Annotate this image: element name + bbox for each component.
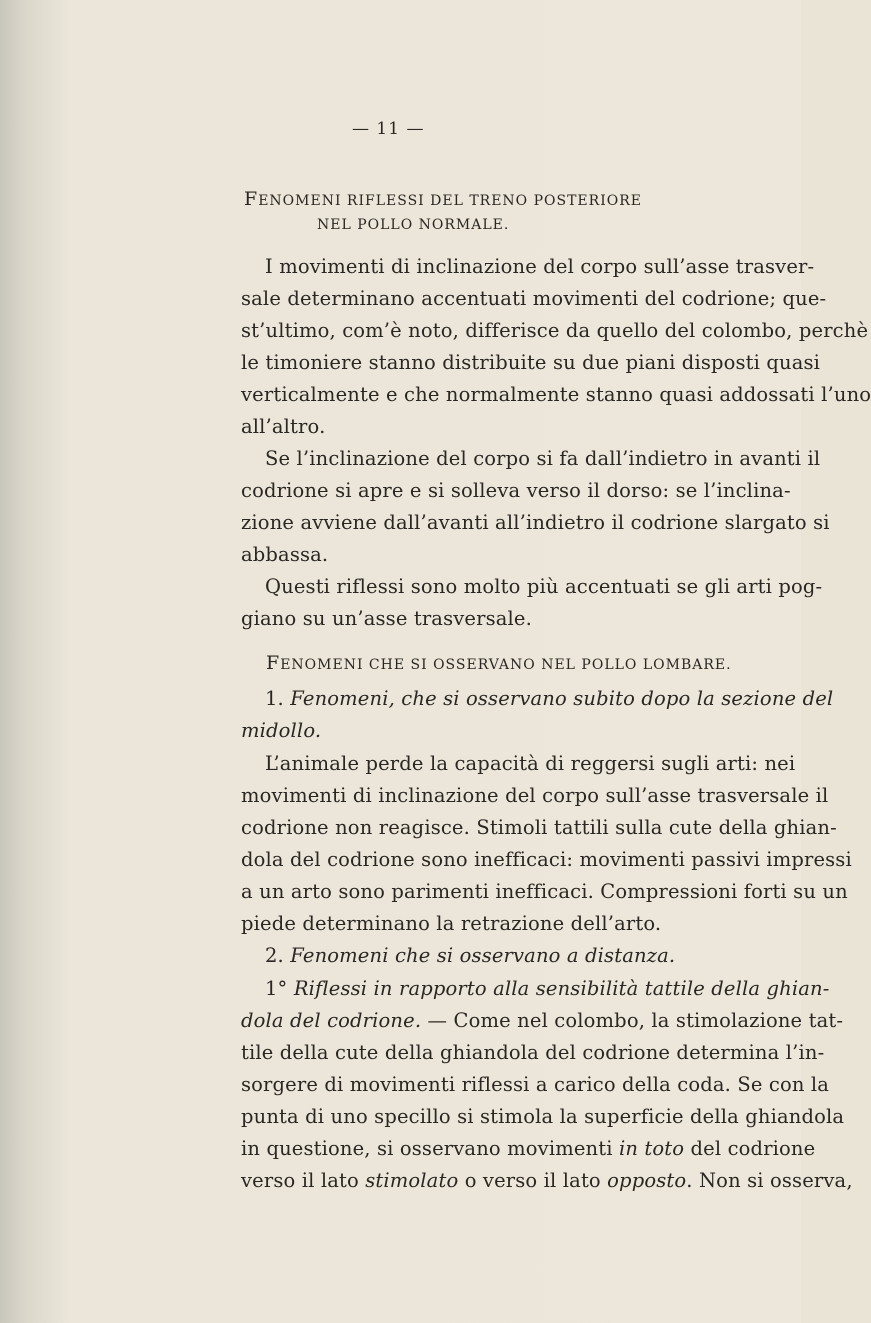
page-number: — 11 — bbox=[352, 119, 425, 139]
subsubsection-title: 1° Riflessi in rapporto alla sensibilità tattile della ghian- bbox=[265, 977, 830, 1000]
text-line: codrione si apre e si solleva verso il dorso: se l’inclina- bbox=[241, 479, 791, 502]
text-line: dola del codrione sono inefficaci: movimenti passivi impressi bbox=[241, 848, 852, 871]
text-line: abbassa. bbox=[241, 543, 329, 566]
subsection-title: 1. Fenomeni, che si osservano subito dopo la sezione del bbox=[265, 687, 834, 710]
text-line: le timoniere stanno distribuite su due piani disposti quasi bbox=[241, 351, 821, 374]
subsection-title-cont: midollo. bbox=[241, 719, 322, 742]
text-line: Se l’inclinazione del corpo si fa dall’indietro in avanti il bbox=[265, 447, 821, 470]
text-line: dola del codrione. — Come nel colombo, la stimolazione tat- bbox=[241, 1009, 844, 1032]
text-line: st’ultimo, com’è noto, differisce da quello del colombo, perchè bbox=[241, 319, 869, 342]
text-line: I movimenti di inclinazione del corpo sull’asse trasver- bbox=[265, 255, 815, 278]
text-line: Questi riflessi sono molto più accentuati se gli arti pog- bbox=[265, 575, 823, 598]
text-line: zione avviene dall’avanti all’indietro il codrione slargato si bbox=[241, 511, 830, 534]
text-line: L’animale perde la capacità di reggersi sugli arti: nei bbox=[265, 752, 796, 775]
text-line: punta di uno specillo si stimola la superficie della ghiandola bbox=[241, 1105, 845, 1128]
text-line: movimenti di inclinazione del corpo sull’asse trasversale il bbox=[241, 784, 829, 807]
text-line: in questione, si osservano movimenti in toto del codrione bbox=[241, 1137, 816, 1160]
text-line: verticalmente e che normalmente stanno quasi addossati l’uno bbox=[241, 383, 871, 406]
text-line: piede determinano la retrazione dell’arto. bbox=[241, 912, 662, 935]
text-line: tile della cute della ghiandola del codrione determina l’in- bbox=[241, 1041, 825, 1064]
text-line: verso il lato stimolato o verso il lato opposto. Non si osserva, bbox=[241, 1169, 853, 1192]
section-heading-normal-line2: NEL POLLO NORMALE. bbox=[317, 217, 510, 233]
text-line: a un arto sono parimenti inefficaci. Compressioni forti su un bbox=[241, 880, 848, 903]
text-line: all’altro. bbox=[241, 415, 326, 438]
section-heading-lombare: FENOMENI CHE SI OSSERVANO NEL POLLO LOMBARE. bbox=[266, 652, 732, 674]
text-line: giano su un’asse trasversale. bbox=[241, 607, 532, 630]
text-line: sorgere di movimenti riflessi a carico della coda. Se con la bbox=[241, 1073, 830, 1096]
subsection-title: 2. Fenomeni che si osservano a distanza. bbox=[265, 944, 676, 967]
section-heading-normal: FENOMENI RIFLESSI DEL TRENO POSTERIORE bbox=[244, 188, 642, 210]
text-line: sale determinano accentuati movimenti del codrione; que- bbox=[241, 287, 827, 310]
text-line: codrione non reagisce. Stimoli tattili sulla cute della ghian- bbox=[241, 816, 837, 839]
